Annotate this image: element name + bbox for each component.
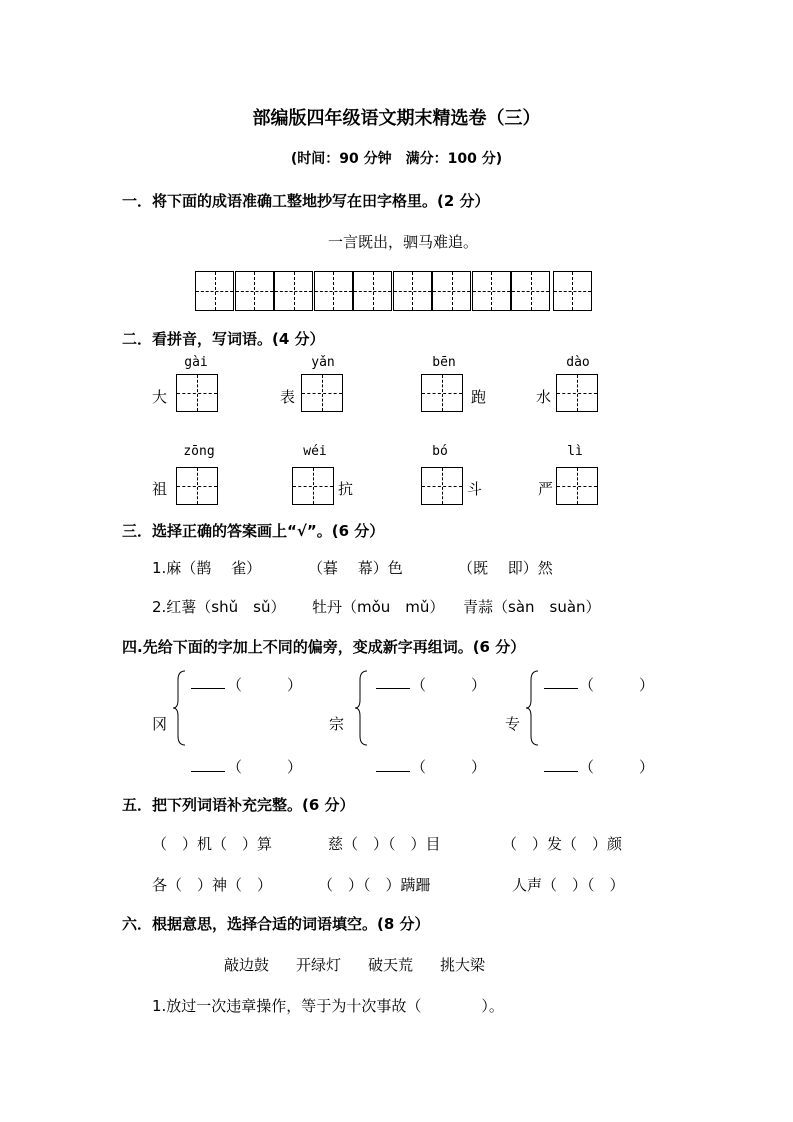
section-4-heading: 四.先给下面的字加上不同的偏旁，变成新字再组词。(6 分）: [122, 638, 526, 656]
page-title: 部编版四年级语文期末精选卷（三）: [252, 108, 541, 129]
given-char: 严: [538, 480, 554, 498]
given-char: 表: [280, 388, 296, 406]
answer-line[interactable]: [376, 771, 410, 772]
section-2-heading: 二．看拼音，写词语。(4 分）: [122, 330, 325, 348]
given-char: 跑: [471, 388, 487, 406]
answer-box[interactable]: [176, 374, 218, 412]
tianzige-cell[interactable]: [274, 271, 313, 311]
left-brace: [525, 670, 539, 746]
tianzige-cell[interactable]: [195, 271, 234, 311]
answer-box[interactable]: [292, 467, 334, 505]
answer-line[interactable]: [544, 771, 578, 772]
fill-item[interactable]: 人声（ ）（ ）: [512, 876, 625, 894]
answer-paren: （ ）: [227, 758, 303, 776]
answer-box[interactable]: [421, 374, 463, 412]
answer-paren: （ ）: [227, 676, 303, 694]
answer-box[interactable]: [176, 467, 218, 505]
answer-paren: （ ）: [579, 758, 655, 776]
answer-box[interactable]: [556, 374, 598, 412]
page-subtitle: (时间：90 分钟 满分：100 分): [290, 151, 503, 167]
answer-paren: （ ）: [411, 758, 487, 776]
answer-line[interactable]: [376, 688, 410, 689]
given-char: 水: [536, 388, 552, 406]
tianzige-cell[interactable]: [235, 271, 274, 311]
answer-box[interactable]: [301, 374, 343, 412]
choice-item[interactable]: （既 即）然: [458, 559, 553, 577]
fill-item[interactable]: 慈（ ）（ ）目: [328, 835, 441, 853]
question-1[interactable]: 1.放过一次违章操作，等于为十次事故（ ）。: [152, 997, 504, 1015]
answer-box[interactable]: [421, 467, 463, 505]
answer-line[interactable]: [544, 688, 578, 689]
left-brace: [354, 670, 368, 746]
choice-item[interactable]: 青蒜（sàn suàn）: [463, 598, 601, 616]
choice-item[interactable]: 1.麻（鹊 雀）: [152, 559, 262, 577]
tianzige-cell[interactable]: [314, 271, 353, 311]
tianzige-grid: [195, 271, 592, 311]
given-char: 大: [152, 388, 168, 406]
fill-item[interactable]: （ ）（ ）蹒跚: [318, 876, 431, 894]
choice-item[interactable]: （暮 幕）色: [308, 559, 403, 577]
fill-item[interactable]: （ ）机（ ）算: [152, 835, 273, 853]
tianzige-cell[interactable]: [472, 271, 511, 311]
section-1-heading: 一．将下面的成语准确工整地抄写在田字格里。(2 分）: [122, 192, 490, 210]
answer-line[interactable]: [191, 771, 225, 772]
pinyin-label: yǎn: [311, 355, 335, 370]
fill-item[interactable]: 各（ ）神（ ）: [152, 876, 273, 894]
root-char: 宗: [329, 715, 345, 733]
pinyin-label: dào: [566, 355, 590, 370]
left-brace: [172, 670, 186, 746]
pinyin-label: lì: [567, 444, 583, 459]
word-choice: 开绿灯: [296, 956, 342, 974]
pinyin-label: gài: [184, 355, 208, 370]
answer-paren: （ ）: [411, 676, 487, 694]
section-5-heading: 五．把下列词语补充完整。(6 分）: [122, 796, 355, 814]
section-3-heading: 三．选择正确的答案画上“√”。(6 分）: [122, 522, 385, 540]
pinyin-label: bēn: [432, 355, 456, 370]
tianzige-cell[interactable]: [553, 271, 592, 311]
given-char: 斗: [467, 480, 483, 498]
word-choice: 敲边鼓: [224, 956, 270, 974]
answer-box[interactable]: [556, 467, 598, 505]
given-char: 抗: [338, 480, 354, 498]
root-char: 冈: [152, 715, 168, 733]
choice-item[interactable]: 2.红薯（shǔ sǔ）: [152, 598, 286, 616]
answer-line[interactable]: [191, 688, 225, 689]
tianzige-cell[interactable]: [393, 271, 432, 311]
choice-item[interactable]: 牡丹（mǒu mǔ）: [312, 598, 445, 616]
tianzige-cell[interactable]: [353, 271, 392, 311]
tianzige-cell[interactable]: [432, 271, 471, 311]
given-char: 祖: [152, 480, 168, 498]
pinyin-label: bó: [432, 444, 448, 459]
idiom-text: 一言既出，驷马难追。: [328, 233, 479, 251]
tianzige-cell[interactable]: [511, 271, 550, 311]
word-choice: 破天荒: [368, 956, 414, 974]
section-6-heading: 六．根据意思，选择合适的词语填空。(8 分）: [122, 915, 430, 933]
word-choice: 挑大梁: [440, 956, 486, 974]
fill-item[interactable]: （ ）发（ ）颜: [502, 835, 623, 853]
pinyin-label: wéi: [303, 444, 327, 459]
pinyin-label: zōng: [183, 444, 215, 459]
root-char: 专: [505, 715, 521, 733]
answer-paren: （ ）: [579, 676, 655, 694]
